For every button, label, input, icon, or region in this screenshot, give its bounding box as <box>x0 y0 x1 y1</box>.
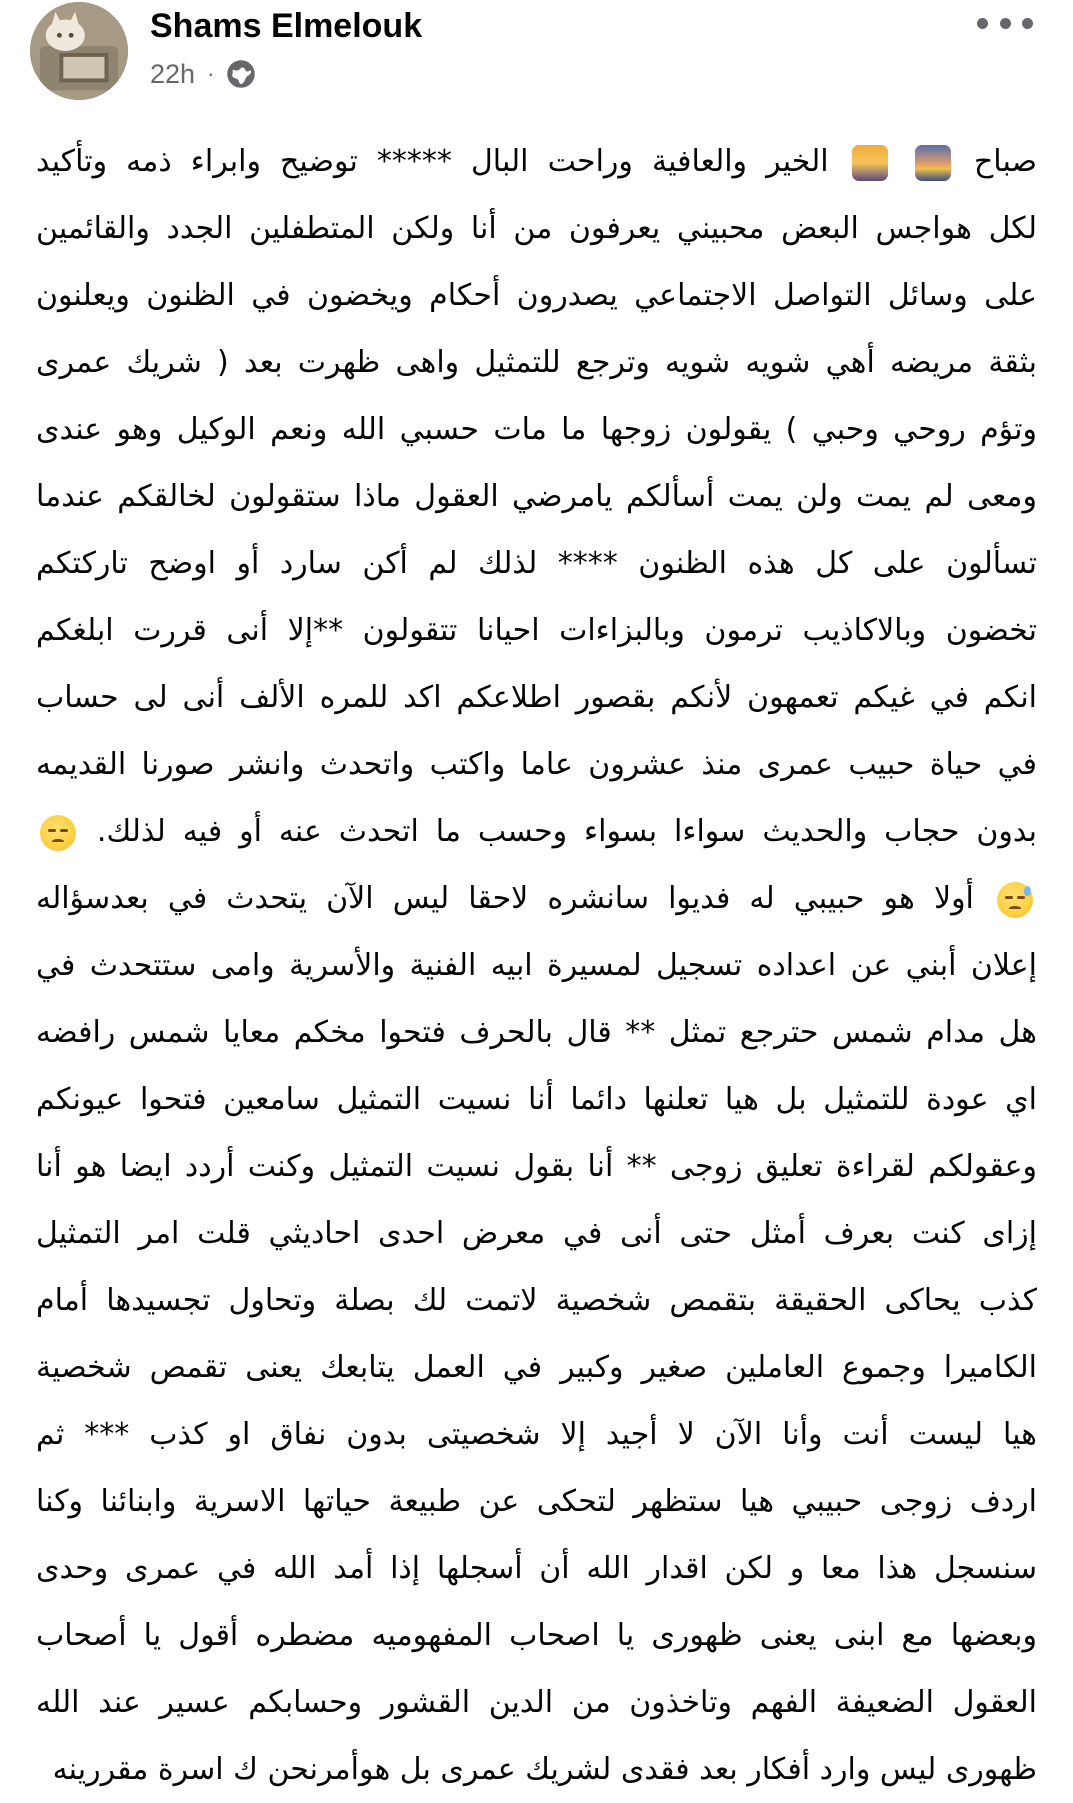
pensive-face-emoji-icon <box>40 815 76 851</box>
post-text-line <box>36 999 1037 1066</box>
post-text-line <box>36 1267 1037 1334</box>
post-text-line <box>36 1468 1037 1535</box>
author-name[interactable]: Shams Elmelouk <box>150 7 423 45</box>
post-timestamp[interactable]: 22h <box>150 58 196 89</box>
post-text: صباح <box>973 144 1037 179</box>
post-text-line <box>36 932 1037 999</box>
post-text: بدون حجاب والحديث سواءا بسواء وحسب ما اتحدث عنه أو فيه لذلك. <box>96 814 1037 849</box>
post-text: بثقة مريضه أهي شويه شويه وترجع للتمثيل واهى ظهرت بعد ( شريك عمرى <box>36 345 1037 380</box>
post-text: لكل هواجس البعض محبيني يعرفون من أنا ولكن المتطفلين الجدد والقائمين <box>36 211 1037 246</box>
post-header <box>0 0 1073 110</box>
post-meta <box>150 54 256 94</box>
post-text: هيا ليست أنت وأنا الآن لا أجيد إلا شخصيتى بدون نفاق او كذب *** ثم <box>36 1417 1037 1452</box>
post-text-line <box>36 731 1037 798</box>
post-text-line <box>36 1602 1037 1669</box>
sunrise-emoji-icon <box>915 145 951 181</box>
post-body <box>36 128 1037 1803</box>
post-text: وتؤم روحي وحبي ) يقولون زوجها ما مات حسبي الله ونعم الوكيل وهو عندى <box>36 412 1037 447</box>
post-text: وعقولكم لقراءة تعليق زوجى ** أنا بقول نسيت التمثيل وكنت أردد ايضا هو أنا <box>36 1149 1037 1184</box>
post-text: العقول الضعيفة الفهم وتاخذون من الدين القشور وحسابكم عسير عند الله <box>36 1685 1037 1720</box>
more-options-icon[interactable] <box>977 14 1033 32</box>
post-text-line <box>36 195 1037 262</box>
globe-icon[interactable] <box>226 59 256 89</box>
mountain-sunrise-emoji-icon <box>852 145 888 181</box>
post-text-line <box>36 1066 1037 1133</box>
post-text-line <box>36 1535 1037 1602</box>
post-text-line <box>36 396 1037 463</box>
post-text: الكاميرا وجموع العاملين صغير وكبير في العمل يتابعك يعنى تقمص شخصية <box>36 1350 1037 1385</box>
post-text-line <box>36 1133 1037 1200</box>
post-text: اردف زوجى حبيبي هيا ستظهر لتحكى عن طبيعة حياتها الاسرية وابنائنا وكنا <box>36 1484 1037 1519</box>
post-text-line <box>36 664 1037 731</box>
post-text-line <box>36 1669 1037 1736</box>
post-text-line <box>36 463 1037 530</box>
post-text: إزاى كنت بعرف أمثل حتى أنى في معرض احدى احاديثي قلت امر التمثيل <box>36 1216 1037 1251</box>
meta-separator: · <box>207 61 215 86</box>
post-text-line <box>36 262 1037 329</box>
post-text: تسألون على كل هذه الظنون **** لذلك لم أكن سارد أو اوضح تاركتكم <box>36 546 1037 581</box>
post-text: انكم في غيكم تعمهون لأنكم بقصور اطلاعكم اكد للمره الألف أنى لى حساب <box>36 680 1037 715</box>
post-text-line <box>36 1401 1037 1468</box>
post-text: إعلان أبني عن اعداده تسجيل لمسيرة ابيه الفنية والأسرية وامى ستتحدث في <box>36 948 1037 983</box>
post-text-line <box>36 530 1037 597</box>
post-text: أولا هو حبيبي له فديوا سانشره لاحقا ليس الآن يتحدث في بعدسؤاله <box>36 881 974 916</box>
post-text-line <box>36 865 1037 932</box>
post-text: على وسائل التواصل الاجتماعي يصدرون أحكام ويخضون في الظنون ويعلنون <box>36 278 1037 313</box>
post-text-line <box>36 798 1037 865</box>
post-text: ظهورى ليس وارد أفكار بعد فقدى لشريك عمرى بل هوأمرنحن ك اسرة مقررينه <box>52 1752 1037 1787</box>
post-text-line <box>36 329 1037 396</box>
post-text: الخير والعافية وراحت البال ***** توضيح وابراء ذمه وتأكيد <box>36 144 829 179</box>
post-text: هل مدام شمس حترجع تمثل ** قال بالحرف فتحوا مخكم معايا شمس رافضه <box>36 1015 1037 1050</box>
post-text: اي عودة للتمثيل بل هيا تعلنها دائما أنا نسيت التمثيل سامعين فتحوا عيونكم <box>36 1082 1037 1117</box>
post-text-line <box>36 1200 1037 1267</box>
post-text: سنسجل هذا معا و لكن اقدار الله أن أسجلها إذا أمد الله في عمرى وحدى <box>36 1551 1037 1586</box>
post-text-line <box>36 1334 1037 1401</box>
cat-photo-icon <box>30 2 128 100</box>
post-text: ومعى لم يمت ولن يمت أسألكم يامرضي العقول ماذا ستقولون لخالقكم عندما <box>36 479 1037 514</box>
post-text-line <box>36 128 1037 195</box>
post-text-line <box>36 1736 1037 1803</box>
sad-sweat-face-emoji-icon <box>997 882 1033 918</box>
post-text: وبعضها مع ابنى يعنى ظهورى يا اصحاب المفهوميه مضطره أقول يا أصحاب <box>36 1618 1037 1653</box>
post-text-line <box>36 597 1037 664</box>
post-text: كذب يحاكى الحقيقة بتقمص شخصية لاتمت لك بصلة وتحاول تجسيدها أمام <box>36 1283 1037 1318</box>
post-text: تخضون وبالاكاذيب ترمون وبالبزاءات احيانا تتقولون **إلا أنى قررت ابلغكم <box>36 613 1037 648</box>
post-text: في حياة حبيب عمرى منذ عشرون عاما واكتب واتحدث وانشر صورنا القديمه <box>36 747 1037 782</box>
avatar[interactable] <box>30 2 128 100</box>
